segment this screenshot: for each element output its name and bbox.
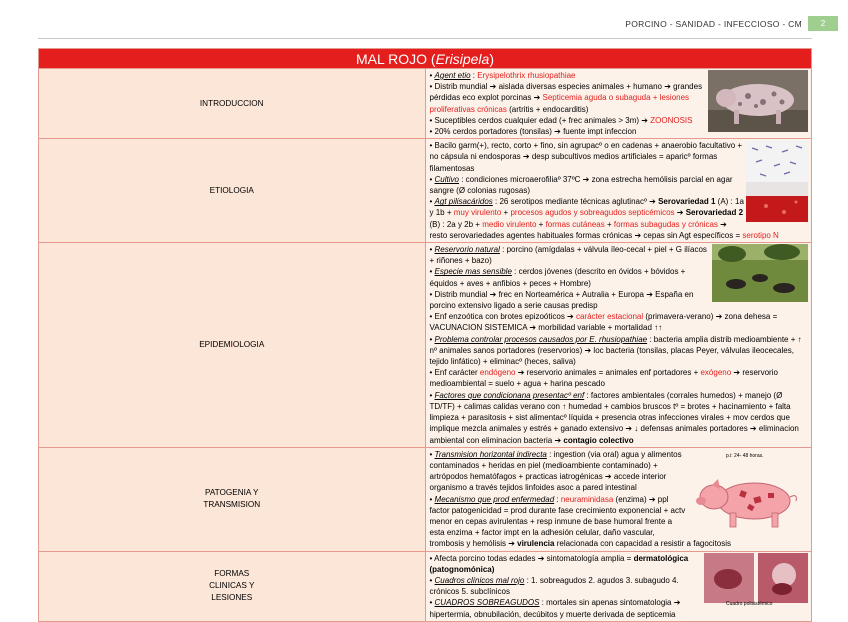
lesions-photo (704, 553, 808, 611)
pigs-pasture-photo (712, 244, 808, 302)
page-header (625, 16, 838, 31)
row-label: FORMAS CLINICAS Y LESIONES (39, 551, 426, 621)
row-content: • Bacilo garm(+), recto, corto + fino, sin agrupacº o en cadenas + anaerobio facultativo + no cápsula ni endosporas ➔ desp subcultivos medios artificiales = aparicº formas filamentosas • Cultivo : condiciones microaerofiliaº 37ºC ➔ zona estrecha hemólisis parcial en agar sangre (Ø colonias rugosas) • Agt pilisacáridos : 26 serotipos mediante técnicas aglutinacº ➔ Serovariedad 1 (A) : 1a y 1b + muy virulento + procesos agudos y sobreagudos septicémicos ➔ Serovariedad 2 (B) : 2a y 2b + medio virulento + formas cutáneas + formas subagudas y crónicas ➔ resto serovariedades agentes habituales formas crónicas ➔ cepas sin Agt específicos = serotipo N (425, 139, 812, 243)
row-epidemiologia (39, 243, 812, 448)
row-patogenia (39, 447, 812, 551)
bacteria-micrograph (746, 140, 808, 222)
row-content: • Agent etio : Erysipelothrix rhusiopathiae • Distrib mundial ➔ aislada diversas especies animales + humano ➔ grandes pérdidas eco explot porcinas ➔ Septicemia aguda o subaguda + lesiones proliferativas crónicas (artritis + endocarditis) • Suceptibles cerdos cualquier edad (+ frec animales > 3m) ➔ ZOONOSIS • 20% cerdos portadores (tonsilas) ➔ fuente impt infeccion (425, 69, 812, 139)
mal-rojo-table (38, 48, 812, 622)
row-label: INTRODUCCION (39, 69, 426, 139)
row-label: PATOGENIA Y TRANSMISION (39, 447, 426, 551)
row-label: ETIOLOGIA (39, 139, 426, 243)
pig-drawing-caption: p.i: 24- 48 horas. (726, 452, 764, 459)
row-introduccion (39, 69, 812, 139)
pig-photo (708, 70, 808, 132)
row-content: • Reservorio natural : porcino (amígdalas + válvula íleo-cecal + piel + G ilíacos + riñones + bazo) • Especie mas sensible : cerdos jóvenes (descrito en óvidos + bóvidos + équidos + aves + anfibios + peces + Hombre) • Distrib mundial ➔ frec en Norteamérica + Autralia + Europa ➔ España en porcino extensivo ligado a serie causas predisp • Enf enzoótica con brotes epizoóticos ➔ carácter estacional (primavera-verano) ➔ zona dehesa = VACUNACION SISTEMICA ➔ morbilidad variable + mortalidad ↑↑ • Problema controlar procesos causados por E. rhusiopathiae : bacteria amplia distrib medioambiente + ↑ nº animales sanos portadores (reservorios) ➔ loc bacteria (tonsilas, placas Peyer, válvulas ileocecales, tejido linfático) + eliminacº (heces, saliva) • Enf carácter endógeno ➔ reservorio animales = animales enf portadores + exógeno ➔ reservorio medioambiental = suelo + agua + harina pescado • Factores que condicionana presentacº enf : factores ambientales (corrales humedos) + manejo (Ø TD/TF) + calimas calidas verano con ↑ humedad + cambios bruscos tº = brotes + hacinamiento + falta limpieza + parasitosis + sist alimentacº líquida + presencia otras infecciones virales + mov cerdos que implique mezcla animales y estrés + ganado extensivo ➔ ↓ defensas animales portadores ➔ eliminacion ambiental con eliminacion bacteria ➔ contagio colectivo (425, 243, 812, 448)
page-number-badge: 2 (808, 16, 838, 31)
row-content: Cuadro polisistémico • Afecta porcino todas edades ➔ sintomatología amplia = dermatológica (patognomónica) • Cuadros clínicos mal rojo : 1. sobreagudos 2. agudos 3. subagudo 4. crónicos 5. subclínicos • CUADROS SOBREAGUDOS : mortales sin apenas sintomatologia ➔ hipertermia, obnubilación, decúbitos y muerte derivada de septicemia (425, 551, 812, 621)
lesions-photo-caption: Cuadro polisistémico (726, 601, 773, 608)
row-content: p.i: 24- 48 horas. • Transmision horizontal indirecta : ingestion (via oral) agua y alimentos contaminados + heridas en piel (medioambiente contaminado) + artrópodos hematófagos + practicas iatrogénicas ➔ accede interior organismo a través tejidos linfoides asoc a pared intestinal • Mecanismo que prod enfermedad : neuraminidasa (enzima) ➔ ppl factor patogenicidad = prod durante fase crecimiento exponencial + actv menor en cepas avirulentas + resp inmune de base humoral frente a esta enzima + factor impt en la adhesión celular, daño vascular, trombosis y hemólisis ➔ virulencia relacionada con capacidad a resistir a fagocitosis (425, 447, 812, 551)
row-etiologia (39, 139, 812, 243)
table-title: MAL ROJO (Erisipela) (39, 49, 812, 69)
header-text: PORCINO - SANIDAD - INFECCIOSO - CM (625, 18, 802, 29)
header-divider (38, 38, 812, 39)
row-formas-clinicas (39, 551, 812, 621)
pig-drawing (688, 449, 808, 533)
row-label: EPIDEMIOLOGIA (39, 243, 426, 448)
